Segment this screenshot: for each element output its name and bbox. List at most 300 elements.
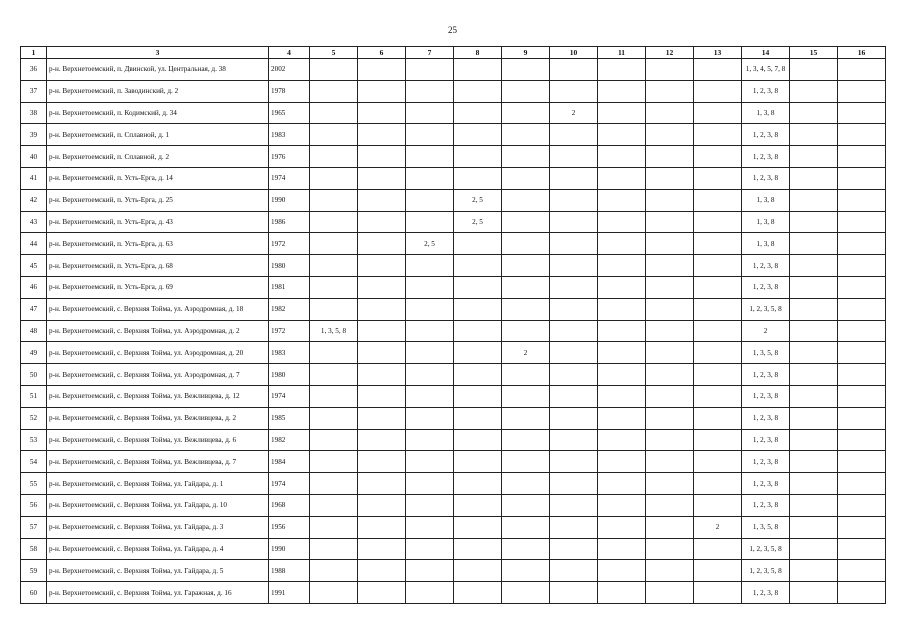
cell-col-5 <box>310 233 358 255</box>
address-cell: р-н. Верхнетоемский, с. Верхняя Тойма, ул. Гайдара, д. 4 <box>47 538 269 560</box>
cell-col-15 <box>790 124 838 146</box>
cell-col-6 <box>358 59 406 81</box>
cell-col-15 <box>790 385 838 407</box>
cell-col-7 <box>406 189 454 211</box>
cell-col-7 <box>406 255 454 277</box>
cell-col-14: 1, 2, 3, 5, 8 <box>742 538 790 560</box>
cell-col-9 <box>502 560 550 582</box>
cell-col-13 <box>694 560 742 582</box>
year-cell: 1981 <box>269 276 310 298</box>
cell-col-8 <box>454 59 502 81</box>
cell-col-7 <box>406 80 454 102</box>
cell-col-7 <box>406 146 454 168</box>
cell-col-13 <box>694 494 742 516</box>
cell-col-8 <box>454 146 502 168</box>
cell-col-7 <box>406 124 454 146</box>
cell-col-14: 1, 3, 8 <box>742 189 790 211</box>
housing-register-table <box>20 46 886 604</box>
cell-col-11 <box>598 233 646 255</box>
address-cell: р-н. Верхнетоемский, п. Усть-Ерга, д. 69 <box>47 276 269 298</box>
table-row <box>21 560 886 582</box>
address-cell: р-н. Верхнетоемский, с. Верхняя Тойма, ул. Гайдара, д. 1 <box>47 473 269 495</box>
table-row <box>21 233 886 255</box>
address-cell: р-н. Верхнетоемский, с. Верхняя Тойма, ул. Вежливцева, д. 12 <box>47 385 269 407</box>
cell-col-16 <box>838 494 886 516</box>
cell-col-9 <box>502 516 550 538</box>
cell-col-14: 1, 3, 8 <box>742 211 790 233</box>
address-cell: р-н. Верхнетоемский, с. Верхняя Тойма, ул. Аэродромная, д. 2 <box>47 320 269 342</box>
cell-col-13 <box>694 429 742 451</box>
cell-col-13 <box>694 473 742 495</box>
cell-col-10 <box>550 385 598 407</box>
cell-col-8 <box>454 516 502 538</box>
cell-col-14: 1, 2, 3, 8 <box>742 124 790 146</box>
cell-col-13: 2 <box>694 516 742 538</box>
cell-col-14: 1, 3, 4, 5, 7, 8 <box>742 59 790 81</box>
cell-col-5 <box>310 189 358 211</box>
cell-col-13 <box>694 233 742 255</box>
cell-col-8 <box>454 582 502 604</box>
column-header: 14 <box>742 47 790 59</box>
row-number: 36 <box>21 59 47 81</box>
cell-col-6 <box>358 80 406 102</box>
address-cell: р-н. Верхнетоемский, с. Верхняя Тойма, ул. Аэродромная, д. 20 <box>47 342 269 364</box>
cell-col-16 <box>838 364 886 386</box>
cell-col-16 <box>838 342 886 364</box>
row-number: 43 <box>21 211 47 233</box>
address-cell: р-н. Верхнетоемский, с. Верхняя Тойма, ул. Вежливцева, д. 2 <box>47 407 269 429</box>
row-number: 57 <box>21 516 47 538</box>
year-cell: 1991 <box>269 582 310 604</box>
cell-col-10 <box>550 451 598 473</box>
cell-col-14: 1, 2, 3, 8 <box>742 473 790 495</box>
cell-col-7 <box>406 276 454 298</box>
column-header: 9 <box>502 47 550 59</box>
cell-col-6 <box>358 233 406 255</box>
cell-col-16 <box>838 167 886 189</box>
year-cell: 1968 <box>269 494 310 516</box>
cell-col-9 <box>502 255 550 277</box>
cell-col-13 <box>694 298 742 320</box>
cell-col-10 <box>550 233 598 255</box>
cell-col-14: 1, 2, 3, 8 <box>742 146 790 168</box>
cell-col-12 <box>646 516 694 538</box>
cell-col-12 <box>646 364 694 386</box>
cell-col-16 <box>838 407 886 429</box>
cell-col-8 <box>454 560 502 582</box>
cell-col-16 <box>838 298 886 320</box>
cell-col-10 <box>550 560 598 582</box>
cell-col-16 <box>838 582 886 604</box>
cell-col-14: 1, 3, 5, 8 <box>742 342 790 364</box>
cell-col-8: 2, 5 <box>454 189 502 211</box>
cell-col-5: 1, 3, 5, 8 <box>310 320 358 342</box>
year-cell: 1980 <box>269 364 310 386</box>
cell-col-5 <box>310 582 358 604</box>
row-number: 44 <box>21 233 47 255</box>
cell-col-8 <box>454 102 502 124</box>
cell-col-9 <box>502 59 550 81</box>
year-cell: 2002 <box>269 59 310 81</box>
row-number: 47 <box>21 298 47 320</box>
cell-col-5 <box>310 538 358 560</box>
cell-col-6 <box>358 298 406 320</box>
cell-col-10 <box>550 320 598 342</box>
table-row <box>21 538 886 560</box>
cell-col-13 <box>694 320 742 342</box>
cell-col-10 <box>550 255 598 277</box>
cell-col-9 <box>502 102 550 124</box>
cell-col-16 <box>838 320 886 342</box>
cell-col-15 <box>790 298 838 320</box>
year-cell: 1980 <box>269 255 310 277</box>
cell-col-16 <box>838 538 886 560</box>
cell-col-16 <box>838 102 886 124</box>
cell-col-8 <box>454 167 502 189</box>
cell-col-10 <box>550 473 598 495</box>
cell-col-12 <box>646 80 694 102</box>
cell-col-5 <box>310 494 358 516</box>
cell-col-11 <box>598 342 646 364</box>
header-row <box>21 47 886 59</box>
cell-col-12 <box>646 102 694 124</box>
cell-col-13 <box>694 276 742 298</box>
cell-col-14: 1, 2, 3, 8 <box>742 276 790 298</box>
cell-col-11 <box>598 298 646 320</box>
cell-col-9 <box>502 385 550 407</box>
column-header: 3 <box>47 47 269 59</box>
cell-col-5 <box>310 364 358 386</box>
cell-col-6 <box>358 494 406 516</box>
cell-col-15 <box>790 516 838 538</box>
cell-col-5 <box>310 102 358 124</box>
cell-col-8 <box>454 407 502 429</box>
cell-col-7 <box>406 516 454 538</box>
cell-col-10 <box>550 211 598 233</box>
cell-col-15 <box>790 167 838 189</box>
cell-col-11 <box>598 364 646 386</box>
cell-col-8 <box>454 276 502 298</box>
cell-col-6 <box>358 211 406 233</box>
address-cell: р-н. Верхнетоемский, с. Верхняя Тойма, ул. Гаражная, д. 16 <box>47 582 269 604</box>
address-cell: р-н. Верхнетоемский, п. Усть-Ерга, д. 68 <box>47 255 269 277</box>
address-cell: р-н. Верхнетоемский, п. Заводинский, д. 2 <box>47 80 269 102</box>
cell-col-8 <box>454 385 502 407</box>
cell-col-13 <box>694 167 742 189</box>
cell-col-13 <box>694 538 742 560</box>
cell-col-8 <box>454 298 502 320</box>
cell-col-16 <box>838 189 886 211</box>
cell-col-12 <box>646 211 694 233</box>
cell-col-16 <box>838 146 886 168</box>
year-cell: 1974 <box>269 385 310 407</box>
row-number: 42 <box>21 189 47 211</box>
cell-col-5 <box>310 146 358 168</box>
address-cell: р-н. Верхнетоемский, с. Верхняя Тойма, ул. Вежливцева, д. 6 <box>47 429 269 451</box>
cell-col-5 <box>310 80 358 102</box>
cell-col-10 <box>550 80 598 102</box>
cell-col-7 <box>406 59 454 81</box>
column-header: 6 <box>358 47 406 59</box>
cell-col-15 <box>790 451 838 473</box>
year-cell: 1972 <box>269 320 310 342</box>
year-cell: 1990 <box>269 189 310 211</box>
cell-col-7 <box>406 538 454 560</box>
cell-col-6 <box>358 320 406 342</box>
cell-col-9 <box>502 364 550 386</box>
cell-col-10 <box>550 189 598 211</box>
cell-col-14: 1, 2, 3, 8 <box>742 582 790 604</box>
column-header: 7 <box>406 47 454 59</box>
row-number: 59 <box>21 560 47 582</box>
cell-col-11 <box>598 255 646 277</box>
table-row <box>21 582 886 604</box>
cell-col-15 <box>790 538 838 560</box>
cell-col-6 <box>358 189 406 211</box>
cell-col-6 <box>358 342 406 364</box>
cell-col-16 <box>838 276 886 298</box>
address-cell: р-н. Верхнетоемский, п. Сплавной, д. 2 <box>47 146 269 168</box>
table-row <box>21 494 886 516</box>
row-number: 39 <box>21 124 47 146</box>
cell-col-9 <box>502 538 550 560</box>
cell-col-11 <box>598 582 646 604</box>
row-number: 40 <box>21 146 47 168</box>
cell-col-10 <box>550 146 598 168</box>
cell-col-6 <box>358 451 406 473</box>
cell-col-10 <box>550 124 598 146</box>
address-cell: р-н. Верхнетоемский, п. Усть-Ерга, д. 14 <box>47 167 269 189</box>
row-number: 58 <box>21 538 47 560</box>
cell-col-12 <box>646 255 694 277</box>
cell-col-11 <box>598 451 646 473</box>
column-header: 13 <box>694 47 742 59</box>
cell-col-7: 2, 5 <box>406 233 454 255</box>
row-number: 53 <box>21 429 47 451</box>
cell-col-5 <box>310 516 358 538</box>
cell-col-6 <box>358 255 406 277</box>
address-cell: р-н. Верхнетоемский, с. Верхняя Тойма, ул. Гайдара, д. 3 <box>47 516 269 538</box>
cell-col-6 <box>358 276 406 298</box>
table-row <box>21 102 886 124</box>
cell-col-11 <box>598 560 646 582</box>
cell-col-14: 1, 2, 3, 8 <box>742 494 790 516</box>
row-number: 37 <box>21 80 47 102</box>
cell-col-11 <box>598 494 646 516</box>
row-number: 56 <box>21 494 47 516</box>
cell-col-16 <box>838 233 886 255</box>
table-row <box>21 385 886 407</box>
cell-col-7 <box>406 102 454 124</box>
cell-col-16 <box>838 124 886 146</box>
cell-col-15 <box>790 407 838 429</box>
table-row <box>21 407 886 429</box>
cell-col-5 <box>310 451 358 473</box>
cell-col-9 <box>502 407 550 429</box>
year-cell: 1984 <box>269 451 310 473</box>
cell-col-7 <box>406 451 454 473</box>
cell-col-12 <box>646 407 694 429</box>
cell-col-14: 1, 3, 5, 8 <box>742 516 790 538</box>
cell-col-12 <box>646 451 694 473</box>
row-number: 48 <box>21 320 47 342</box>
cell-col-7 <box>406 560 454 582</box>
cell-col-16 <box>838 59 886 81</box>
year-cell: 1972 <box>269 233 310 255</box>
cell-col-6 <box>358 146 406 168</box>
cell-col-12 <box>646 473 694 495</box>
cell-col-15 <box>790 364 838 386</box>
cell-col-9 <box>502 146 550 168</box>
cell-col-13 <box>694 189 742 211</box>
cell-col-9 <box>502 451 550 473</box>
cell-col-15 <box>790 255 838 277</box>
cell-col-6 <box>358 364 406 386</box>
row-number: 45 <box>21 255 47 277</box>
cell-col-10 <box>550 494 598 516</box>
cell-col-16 <box>838 385 886 407</box>
cell-col-10 <box>550 582 598 604</box>
cell-col-14: 2 <box>742 320 790 342</box>
cell-col-8 <box>454 429 502 451</box>
address-cell: р-н. Верхнетоемский, п. Усть-Ерга, д. 43 <box>47 211 269 233</box>
cell-col-15 <box>790 146 838 168</box>
cell-col-15 <box>790 320 838 342</box>
cell-col-6 <box>358 407 406 429</box>
cell-col-15 <box>790 102 838 124</box>
cell-col-6 <box>358 516 406 538</box>
cell-col-14: 1, 2, 3, 8 <box>742 255 790 277</box>
column-header: 1 <box>21 47 47 59</box>
cell-col-11 <box>598 516 646 538</box>
cell-col-12 <box>646 582 694 604</box>
cell-col-11 <box>598 538 646 560</box>
cell-col-16 <box>838 516 886 538</box>
cell-col-11 <box>598 407 646 429</box>
cell-col-5 <box>310 473 358 495</box>
year-cell: 1982 <box>269 298 310 320</box>
cell-col-12 <box>646 298 694 320</box>
row-number: 55 <box>21 473 47 495</box>
cell-col-7 <box>406 320 454 342</box>
cell-col-15 <box>790 189 838 211</box>
cell-col-15 <box>790 233 838 255</box>
cell-col-13 <box>694 124 742 146</box>
year-cell: 1956 <box>269 516 310 538</box>
cell-col-12 <box>646 385 694 407</box>
cell-col-13 <box>694 342 742 364</box>
cell-col-11 <box>598 320 646 342</box>
cell-col-5 <box>310 407 358 429</box>
cell-col-5 <box>310 59 358 81</box>
column-header: 11 <box>598 47 646 59</box>
cell-col-11 <box>598 189 646 211</box>
cell-col-10 <box>550 342 598 364</box>
cell-col-16 <box>838 560 886 582</box>
cell-col-8 <box>454 473 502 495</box>
cell-col-8 <box>454 255 502 277</box>
cell-col-8 <box>454 80 502 102</box>
cell-col-16 <box>838 255 886 277</box>
table-row <box>21 189 886 211</box>
cell-col-12 <box>646 167 694 189</box>
cell-col-13 <box>694 451 742 473</box>
cell-col-15 <box>790 582 838 604</box>
year-cell: 1983 <box>269 124 310 146</box>
address-cell: р-н. Верхнетоемский, п. Кодимский, д. 34 <box>47 102 269 124</box>
cell-col-15 <box>790 276 838 298</box>
cell-col-7 <box>406 211 454 233</box>
table-row <box>21 516 886 538</box>
cell-col-12 <box>646 494 694 516</box>
cell-col-11 <box>598 80 646 102</box>
cell-col-8 <box>454 233 502 255</box>
cell-col-11 <box>598 211 646 233</box>
address-cell: р-н. Верхнетоемский, с. Верхняя Тойма, ул. Вежливцева, д. 7 <box>47 451 269 473</box>
cell-col-7 <box>406 385 454 407</box>
cell-col-6 <box>358 560 406 582</box>
cell-col-16 <box>838 473 886 495</box>
table-row <box>21 146 886 168</box>
cell-col-8 <box>454 538 502 560</box>
cell-col-9 <box>502 298 550 320</box>
table-row <box>21 211 886 233</box>
cell-col-12 <box>646 320 694 342</box>
cell-col-5 <box>310 385 358 407</box>
year-cell: 1978 <box>269 80 310 102</box>
cell-col-13 <box>694 364 742 386</box>
cell-col-11 <box>598 102 646 124</box>
cell-col-15 <box>790 473 838 495</box>
table-row <box>21 473 886 495</box>
year-cell: 1986 <box>269 211 310 233</box>
cell-col-9 <box>502 211 550 233</box>
cell-col-13 <box>694 59 742 81</box>
row-number: 38 <box>21 102 47 124</box>
cell-col-15 <box>790 560 838 582</box>
table-row <box>21 255 886 277</box>
cell-col-11 <box>598 167 646 189</box>
column-header: 12 <box>646 47 694 59</box>
cell-col-10 <box>550 407 598 429</box>
cell-col-7 <box>406 473 454 495</box>
cell-col-8 <box>454 124 502 146</box>
cell-col-9 <box>502 189 550 211</box>
table-row <box>21 451 886 473</box>
cell-col-5 <box>310 342 358 364</box>
cell-col-9 <box>502 429 550 451</box>
year-cell: 1965 <box>269 102 310 124</box>
table-row <box>21 342 886 364</box>
year-cell: 1976 <box>269 146 310 168</box>
cell-col-14: 1, 2, 3, 8 <box>742 385 790 407</box>
address-cell: р-н. Верхнетоемский, с. Верхняя Тойма, ул. Аэродромная, д. 7 <box>47 364 269 386</box>
cell-col-9 <box>502 582 550 604</box>
cell-col-10 <box>550 516 598 538</box>
cell-col-5 <box>310 429 358 451</box>
row-number: 50 <box>21 364 47 386</box>
column-header: 5 <box>310 47 358 59</box>
cell-col-14: 1, 2, 3, 5, 8 <box>742 298 790 320</box>
row-number: 54 <box>21 451 47 473</box>
table-row <box>21 124 886 146</box>
cell-col-15 <box>790 342 838 364</box>
cell-col-6 <box>358 582 406 604</box>
cell-col-5 <box>310 560 358 582</box>
row-number: 52 <box>21 407 47 429</box>
cell-col-7 <box>406 167 454 189</box>
address-cell: р-н. Верхнетоемский, с. Верхняя Тойма, ул. Аэродромная, д. 18 <box>47 298 269 320</box>
